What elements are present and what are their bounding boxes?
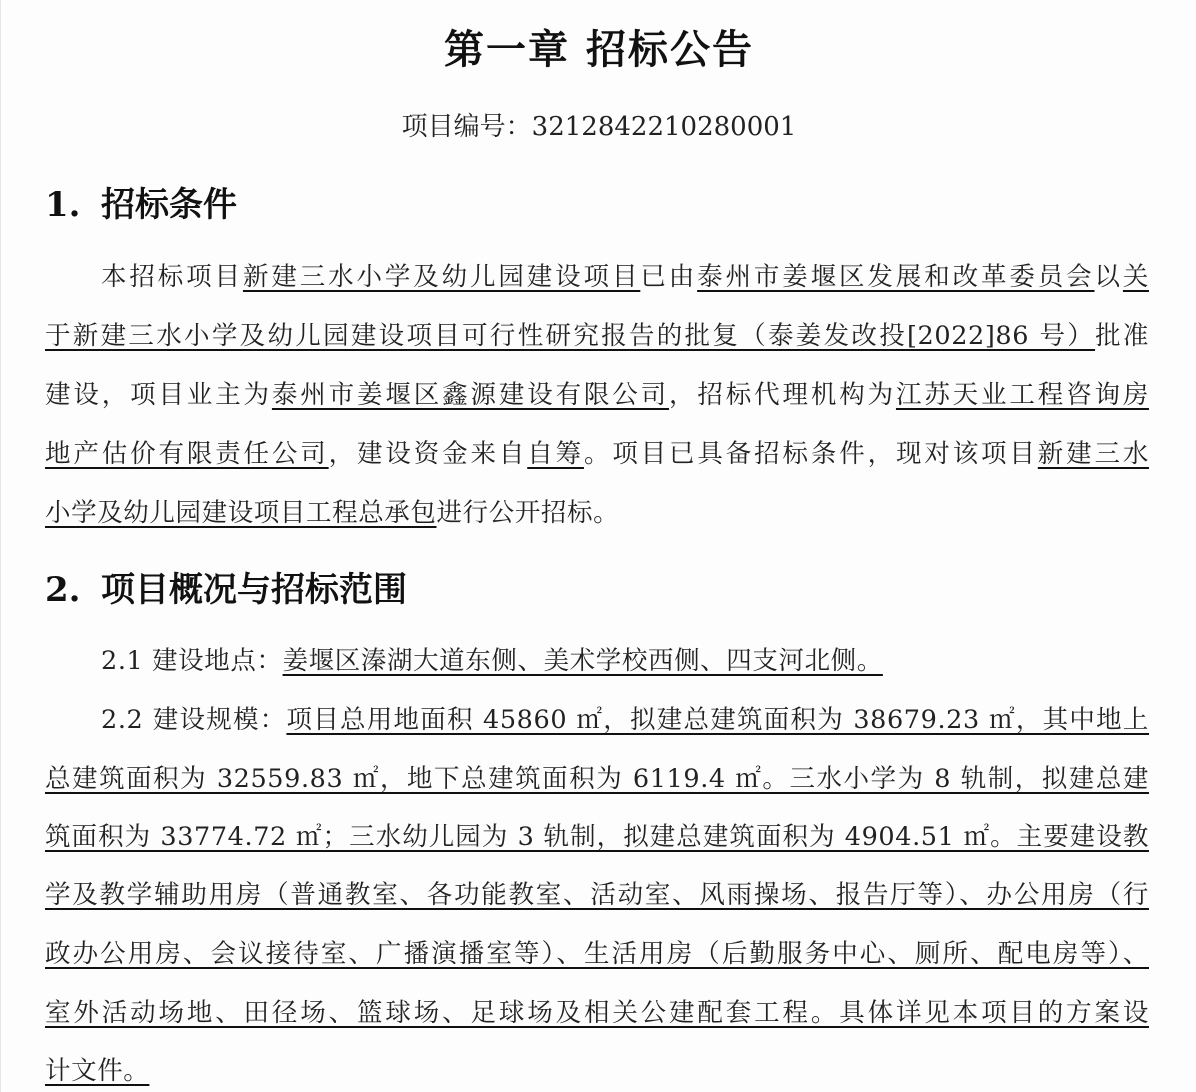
paragraph-line — [45, 762, 1149, 796]
paragraph-line — [45, 437, 1149, 471]
section-number: 2. — [45, 570, 81, 610]
section-title: 项目概况与招标范围 — [101, 570, 407, 610]
paragraph-line — [45, 319, 1149, 353]
paragraph-line — [45, 937, 1149, 971]
underlined-text: 泰州市姜堰区发展和改革委员会 — [697, 262, 1095, 292]
project-number — [1, 106, 1196, 143]
text-run: 批准 — [1095, 321, 1149, 351]
text-run: 2.1 建设地点： — [101, 646, 283, 676]
paragraph-line — [45, 703, 1149, 737]
paragraph-line — [45, 996, 1149, 1030]
text-run: 进行公开招标。 — [436, 498, 620, 528]
underlined-text: 小学及幼儿园建设项目工程总承包 — [45, 498, 437, 528]
paragraph-line — [45, 260, 1149, 294]
underlined-text: 于新建三水小学及幼儿园建设项目可行性研究报告的批复（泰姜发改投[2022]86 号） — [45, 321, 1096, 351]
section-number: 1. — [45, 185, 81, 225]
underlined-text: 泰州市姜堰区鑫源建设有限公司 — [271, 380, 670, 410]
underlined-text: 学及教学辅助用房（普通教室、各功能教室、活动室、风雨操场、报告厅等）、办公用房（行 — [45, 880, 1149, 910]
underlined-text: 计文件。 — [45, 1056, 150, 1086]
text-run: ，招标代理机构为 — [669, 380, 896, 410]
underlined-text: 自筹 — [527, 439, 584, 469]
underlined-text: 新建三水小学及幼儿园建设项目 — [242, 262, 641, 292]
underlined-text: 新建三水 — [1037, 439, 1149, 469]
text-run: 。项目已具备招标条件，现对该项目 — [583, 439, 1038, 469]
text-run: ，建设资金来自 — [328, 439, 528, 469]
underlined-text: 关 — [1122, 262, 1149, 292]
section-heading-1 — [45, 177, 237, 226]
paragraph-line — [45, 378, 1149, 412]
paragraph-line — [45, 644, 1149, 678]
underlined-text: 政办公用房、会议接待室、广播演播室等）、生活用房（后勤服务中心、厕所、配电房等）、 — [45, 939, 1149, 969]
paragraph-line — [45, 1054, 1149, 1088]
section-title: 招标条件 — [101, 185, 237, 225]
chapter-title: 第一章 招标公告 — [444, 27, 754, 73]
text-run: 已由 — [640, 262, 698, 292]
section-heading-2 — [45, 562, 407, 611]
project-number-label: 项目编号： — [401, 112, 532, 142]
paragraph-line — [45, 496, 1149, 530]
paragraph-line — [45, 820, 1149, 854]
underlined-text: 室外活动场地、田径场、篮球场、足球场及相关公建配套工程。具体详见本项目的方案设 — [45, 998, 1149, 1028]
paragraph-line — [45, 878, 1149, 912]
underlined-text: 筑面积为 33774.72 ㎡；三水幼儿园为 3 轨制，拟建总建筑面积为 4904.51 ㎡。主要建设教 — [45, 822, 1149, 852]
underlined-text: 江苏天业工程咨询房 — [895, 380, 1149, 410]
text-run: 以 — [1094, 262, 1123, 292]
text-run: 本招标项目 — [101, 262, 243, 292]
underlined-text: 姜堰区溱湖大道东侧、美术学校西侧、四支河北侧。 — [282, 646, 883, 676]
project-number-value: 3212842210280001 — [531, 112, 797, 142]
underlined-text: 项目总用地面积 45860 ㎡，拟建总建筑面积为 38679.23 ㎡，其中地上 — [286, 705, 1150, 735]
text-run: 2.2 建设规模： — [101, 705, 287, 735]
underlined-text: 地产估价有限责任公司 — [45, 439, 329, 469]
underlined-text: 总建筑面积为 32559.83 ㎡，地下总建筑面积为 6119.4 ㎡。三水小学为 8 轨制，拟建总建 — [45, 764, 1149, 794]
text-run: 建设，项目业主为 — [45, 380, 272, 410]
